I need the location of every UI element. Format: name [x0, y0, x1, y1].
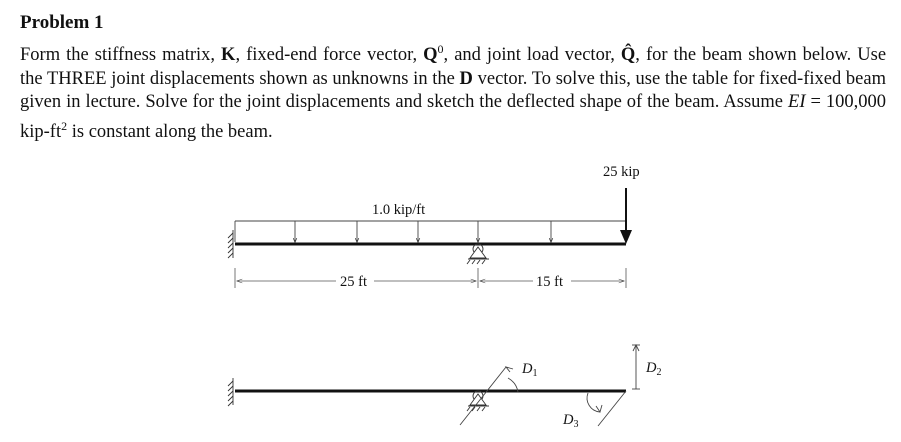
joint-load-symbol: Q̂ — [620, 45, 636, 66]
d2-letter: D — [646, 360, 657, 376]
d2-label — [645, 360, 661, 378]
d1-subscript: 1 — [532, 368, 538, 379]
text-tail: is constant along the beam. — [71, 121, 273, 142]
d1-letter: D — [522, 361, 533, 377]
ei-value: = 100,000 kip-ft — [20, 92, 887, 142]
fixed-support-icon — [228, 230, 233, 258]
loaded-beam — [228, 164, 640, 290]
rotation-d1-icon — [460, 367, 518, 425]
displacement-symbol: D — [459, 68, 473, 89]
intro-text: Form the stiffness matrix, — [20, 45, 216, 66]
d3-label — [562, 412, 578, 430]
fixed-support-icon — [228, 378, 233, 406]
text-part-3: , for the beam shown below. Use the THREE joint displacements shown as unknowns in the — [20, 45, 887, 89]
d1-label — [521, 361, 537, 379]
stiffness-symbol: K — [221, 45, 236, 66]
d3-letter: D — [563, 412, 574, 428]
d3-subscript: 3 — [573, 419, 579, 430]
span-1-label: 25 ft — [340, 274, 367, 290]
point-load-arrow — [620, 188, 632, 244]
pin-support-icon — [467, 244, 489, 264]
span-2-label: 15 ft — [536, 274, 563, 290]
distributed-load-label: 1.0 kip/ft — [372, 202, 426, 218]
dof-beam — [228, 345, 661, 430]
d2-subscript: 2 — [656, 367, 662, 378]
rotation-d3-icon — [587, 391, 626, 426]
text-part-2: , and joint load vector, — [443, 45, 615, 66]
fixed-end-symbol: Q — [423, 45, 438, 66]
pin-support-icon — [467, 391, 489, 411]
point-load-label: 25 kip — [603, 164, 640, 180]
translation-d2-icon — [632, 345, 640, 389]
distributed-load — [235, 221, 626, 242]
ei-symbol: EI — [788, 92, 806, 113]
problem-title: Problem 1 — [20, 12, 104, 33]
text-part-1: , fixed-end force vector, — [235, 45, 418, 66]
ei-exponent: 2 — [61, 118, 68, 133]
fixed-end-superscript: 0 — [437, 42, 444, 56]
text-part-4: vector. To solve this, use the table for fixed-fixed beam given in lecture. Solve for the joint displacements and sketch the deflected shape of the beam. Assume — [20, 68, 886, 113]
dimension-lines — [235, 268, 626, 288]
